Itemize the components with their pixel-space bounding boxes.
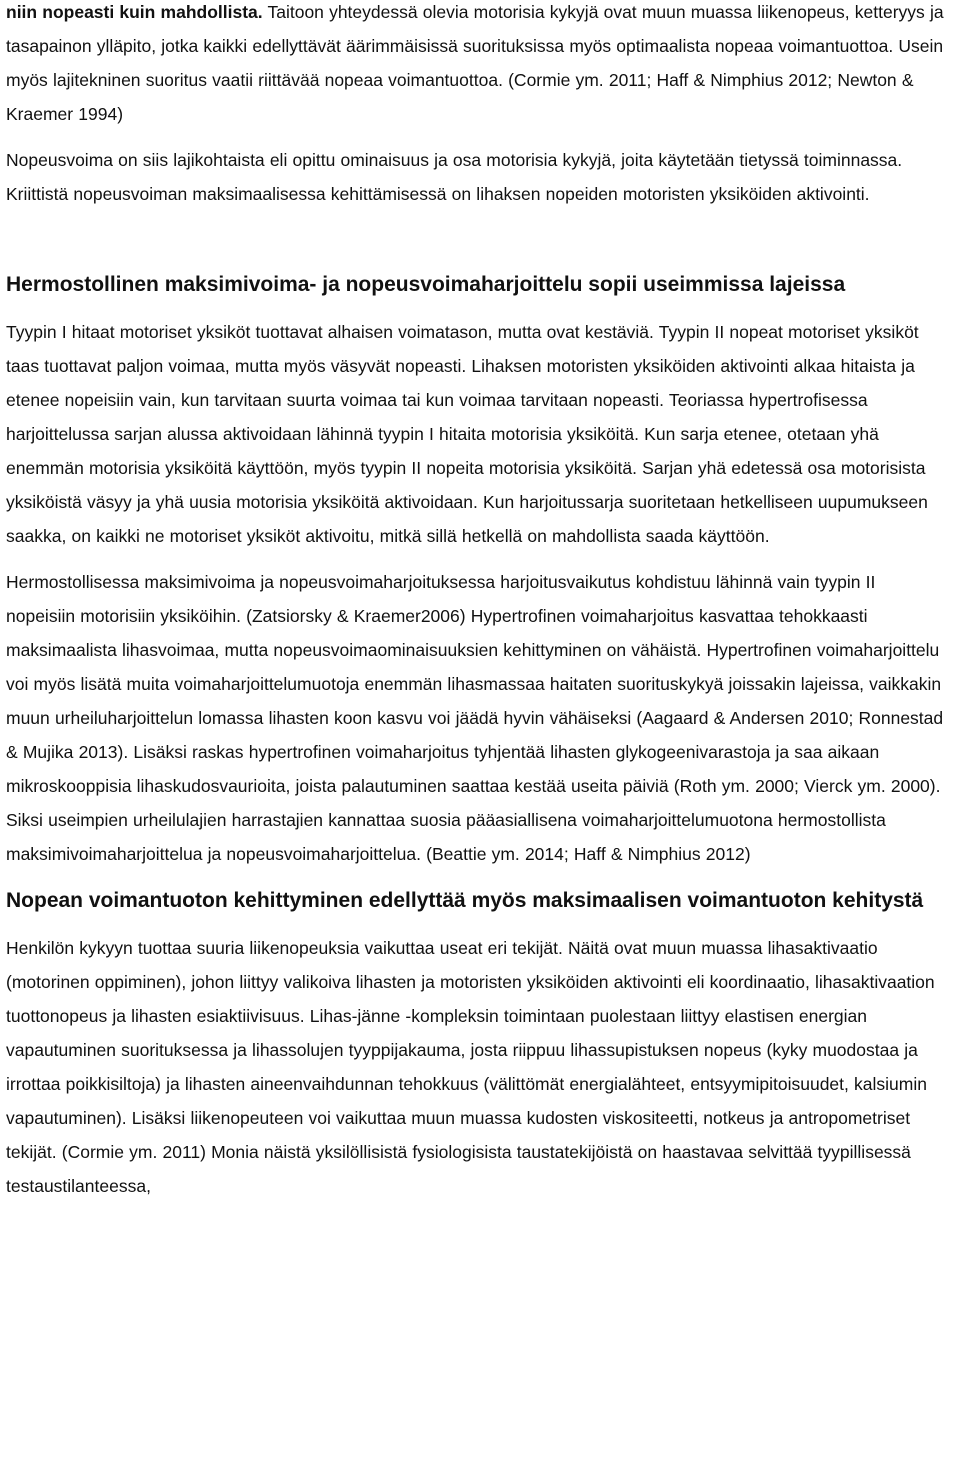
paragraph-motor-skills (6, 0, 948, 131)
paragraph-motor-units: Tyypin I hitaat motoriset yksiköt tuottavat alhaisen voimatason, mutta ovat kestäviä. Tyypin II nopeat motoriset yksiköt taas tuottavat paljon voimaa, mutta myös väsyvät nopeasti. Lihaksen motoristen yksiköiden aktivointi alkaa hitaista ja etenee nopeisiin vain, kun tarvitaan suurta voimaa tai kun voimaa tarvitaan nopeasti. Teoriassa hypertrofisessa harjoittelussa sarjan alussa aktivoidaan lähinnä tyypin I hitaita motorisia yksiköitä. Kun sarja etenee, otetaan yhä enemmän motorisia yksiköitä käyttöön, myös tyypin II nopeita motorisia yksiköitä. Sarjan yhä edetessä osa motorisista yksiköistä väsyy ja yhä uusia motorisia yksiköitä aktivoidaan. Kun harjoitussarja suoritetaan hetkelliseen uupumukseen saakka, on kaikki ne motoriset yksiköt aktivoitu, mitkä sillä hetkellä on mahdollista saada käyttöön. (6, 322, 928, 546)
section-heading-neural-training: Hermostollinen maksimivoima- ja nopeusvoimaharjoittelu sopii useimmissa lajeissa (6, 273, 846, 296)
paragraph-hypertrophy: Hermostollisessa maksimivoima ja nopeusvoimaharjoituksessa harjoitusvaikutus kohdistuu lähinnä vain tyypin II nopeisiin motorisiin yksiköihin. (Zatsiorsky & Kraemer2006) Hypertrofinen voimaharjoitus kasvattaa tehokkaasti maksimaalista lihasvoimaa, mutta nopeusvoimaominaisuuksien kehittyminen on vähäistä. Hypertrofinen voimaharjoittelu voi myös lisätä muita voimaharjoittelumuotoja enemmän lihasmassaa haitaten suorituskykyä joissakin lajeissa, vaikkakin muun urheiluharjoittelun lomassa lihasten koon kasvu voi jäädä hyvin vähäiseksi (Aagaard & Andersen 2010; Ronnestad & Mujika 2013). Lisäksi raskas hypertrofinen voimaharjoitus tyhjentää lihasten glykogeenivarastoja ja saa aikaan mikroskooppisia lihaskudosvaurioita, joista palautuminen saattaa kestää useita päiviä (Roth ym. 2000; Vierck ym. 2000). Siksi useimpien urheilulajien harrastajien kannattaa suosia pääasiallisena voimaharjoittelumuotona hermostollista maksimivoimaharjoittelua ja nopeusvoimaharjoittelua. (Beattie ym. 2014; Haff & Nimphius 2012) (6, 572, 944, 864)
paragraph-speed-factors: Henkilön kykyyn tuottaa suuria liikenopeuksia vaikuttaa useat eri tekijät. Näitä ovat muun muassa lihasaktivaatio (motorinen oppiminen), johon liittyy valikoiva lihasten ja motoristen yksiköiden aktivointi eli koordinaatio, lihasaktivaation tuottonopeus ja lihasten esiaktiivisuus. Lihas-jänne -kompleksin toimintaan puolestaan liittyy elastisen energian vapautuminen suorituksessa ja lihassolujen tyyppijakauma, josta riippuu lihassupistuksen nopeus (kyky muodostaa ja irrottaa poikkisiltoja) ja lihasten aineenvaihdunnan tehokkuus (välittömät energialähteet, entsyymipitoisuudet, kalsiumin vapautuminen). Lisäksi liikenopeuteen voi vaikuttaa muun muassa kudosten viskositeetti, notkeus ja antropometriset tekijät. (Cormie ym. 2011) Monia näistä yksilöllisistä fysiologisista taustatekijöistä on haastavaa selvittää tyypillisessä testaustilanteessa, (6, 938, 935, 1196)
section-heading-rapid-force: Nopean voimantuoton kehittyminen edellyttää myös maksimaalisen voimantuoton kehitystä (6, 889, 924, 912)
paragraph-bold-lead: niin nopeasti kuin mahdollista. (6, 2, 263, 22)
paragraph-text: Taitoon yhteydessä olevia motorisia kykyjä ovat muun muassa liikenopeus, ketteryys ja tasapainon ylläpito, jotka kaikki edellyttävät äärimmäisissä suorituksissa myös optimaalista nopeaa voimantuottoa. Usein myös lajitekninen suoritus vaatii riittävää nopeaa voimantuottoa. (Cormie ym. 2011; Haff & Nimphius 2012; Newton & Kraemer 1994) (6, 2, 944, 124)
paragraph-speed-strength: Nopeusvoima on siis lajikohtaista eli opittu ominaisuus ja osa motorisia kykyjä, joita käytetään tietyssä toiminnassa. Kriittistä nopeusvoiman maksimaalisessa kehittämisessä on lihaksen nopeiden motoristen yksiköiden aktivointi. (6, 150, 903, 204)
